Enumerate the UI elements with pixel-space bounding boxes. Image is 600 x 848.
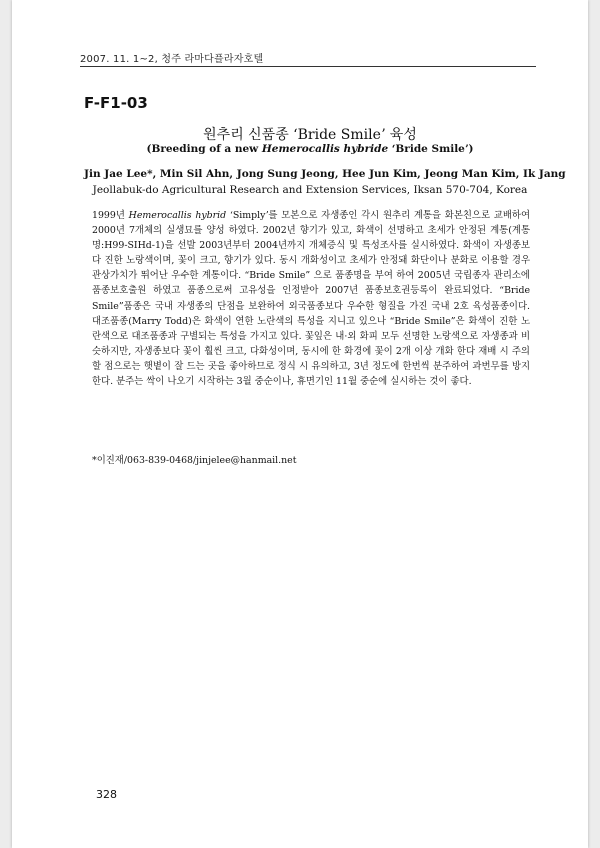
page-number: 328 bbox=[96, 788, 117, 801]
document-page bbox=[12, 0, 588, 848]
subtitle-species: Hemerocallis hybride bbox=[261, 143, 389, 155]
author-list: Jin Jae Lee*, Min Sil Ahn, Jong Sung Jeong, Hee Jun Kim, Jeong Man Kim, Ik Jang bbox=[84, 168, 566, 180]
subtitle-suffix: ʻBride Smileʼ) bbox=[388, 143, 474, 155]
abstract bbox=[92, 208, 530, 389]
session-code: F-F1-03 bbox=[84, 94, 148, 112]
abstract-lead: 1999년 bbox=[92, 210, 129, 221]
running-header: 2007. 11. 1~2, 청주 라마다플라자호텔 bbox=[80, 54, 264, 65]
affiliation: Jeollabuk-do Agricultural Research and Extension Services, Iksan 570-704, Korea bbox=[92, 184, 528, 196]
abstract-body: ʻSimplyʼ를 모본으로 자생종인 각시 원추리 계통을 화본친으로 교배하여 2000년 7개체의 실생묘를 양성 하였다. 2002년 향기가 있고, 화색이 선명하고 초세가 안정된 계통(계통명:H99-SIHd-1)을 선발 2003년부터 2004년까지 개체증식 및 특성조사를 실시하였다. 화색이 자생종보다 진한 노랑색이며, 꽃이 크고, 향기가 있다. 동시 개화성이고 초세가 안정돼 화단이나 분화로 이용할 경우 관상가치가 뛰어난 우수한 계통이다. “Bride Smile” 으로 품종명을 부여 하여 2005년 국립종자 관리소에 품종보호출원 하였고 품종으로써 고유성을 인정받아 2007년 품종보호권등록이 완료되었다. “Bride Smile”품종은 국내 자생종의 단점을 보완하여 외국품종보다 우수한 형질을 가진 국내 2호 육성품종이다. 대조품종(Marry Todd)은 화색이 연한 노란색의 특성을 지니고 있으나 “Bride Smile”은 화색이 진한 노란색으로 대조품종과 구별되는 특성을 가지고 있다. 꽃잎은 내·외 화피 모두 선명한 노랑색으로 자생종과 비슷하지만, 자생종보다 꽃이 훨씬 크고, 다화성이며, 동시에 한 화경에 꽃이 2개 이상 개화 한다 재배 시 주의할 점으로는 햇볕이 잘 드는 곳을 좋아하므로 정식 시 유의하고, 3년 정도에 한번씩 분주하여 과번무를 방지한다. 분주는 싹이 나오기 시작하는 3월 중순이나, 휴면기인 11월 중순에 실시하는 것이 좋다. bbox=[92, 210, 530, 388]
paper-subtitle bbox=[84, 143, 536, 155]
abstract-paragraph bbox=[92, 208, 530, 389]
contact-line: *이진재/063-839-0468/jinjelee@hanmail.net bbox=[92, 455, 297, 466]
subtitle-prefix: (Breeding of a new bbox=[146, 143, 262, 155]
abstract-species: Hemerocallis hybrid bbox=[128, 210, 227, 221]
paper-title: 원추리 신품종 ʻBride Smileʼ 육성 bbox=[203, 127, 417, 143]
header-rule bbox=[80, 66, 536, 67]
